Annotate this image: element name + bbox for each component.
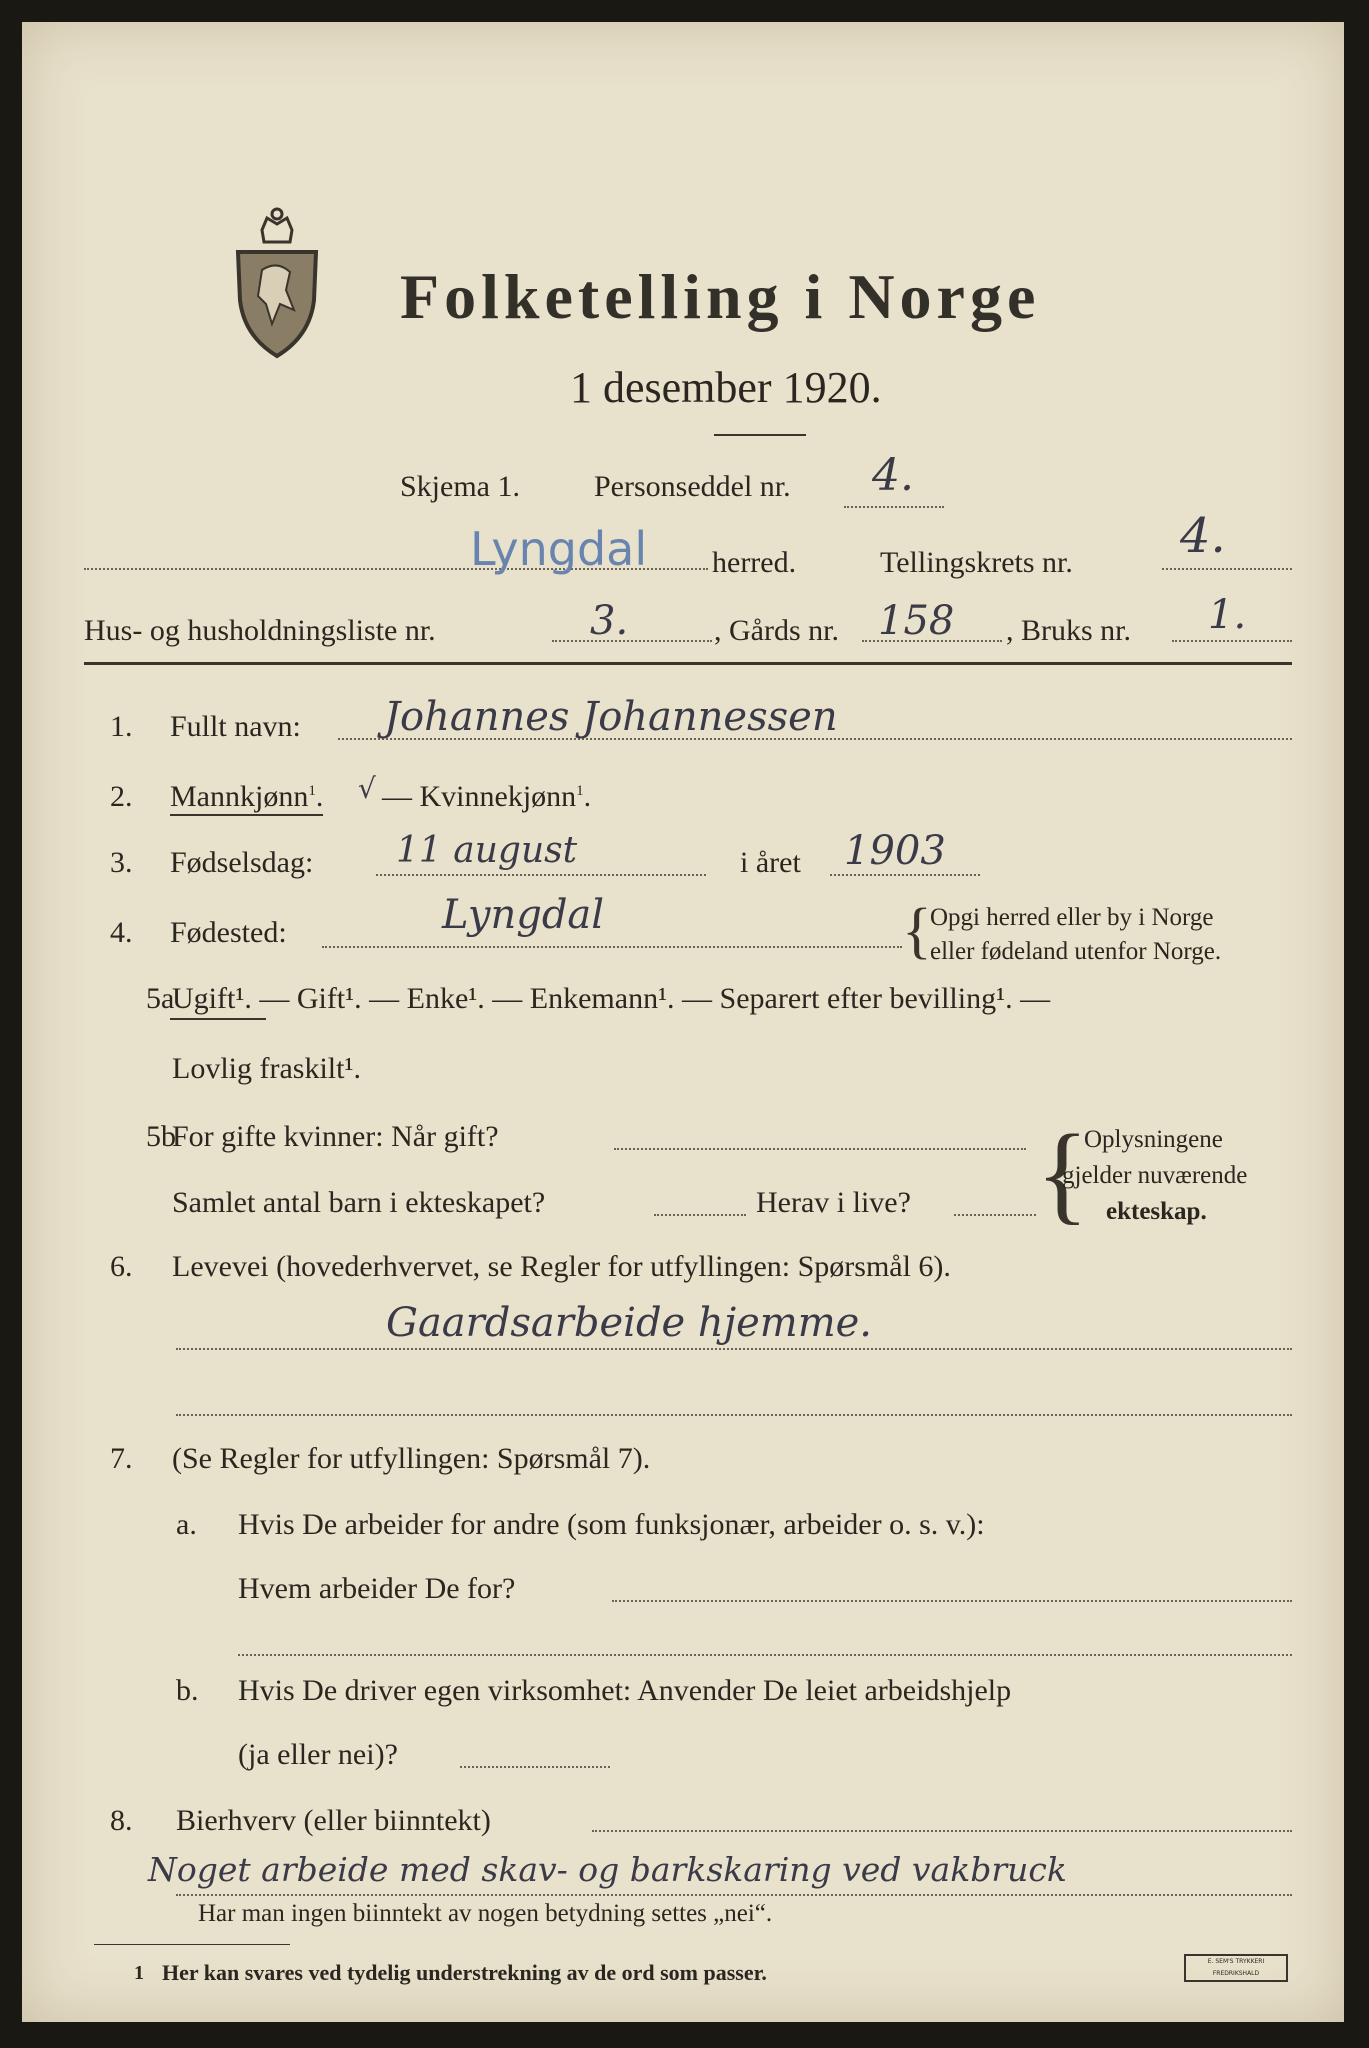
q5b-line1: For gifte kvinner: Når gift? — [172, 1120, 499, 1153]
q5b-note-line1: Oplysningene — [1084, 1126, 1223, 1153]
q8-label: Bierhverv (eller biinntekt) — [176, 1804, 491, 1837]
personseddel-value[interactable]: 4. — [872, 450, 914, 501]
q8-number: 8. — [110, 1804, 133, 1837]
q4-line — [322, 946, 902, 948]
q5a-line1: Ugift¹. — Gift¹. — Enke¹. — Enkemann¹. — Separert efter bevilling¹. — — [172, 982, 1051, 1015]
header-divider — [84, 662, 1292, 665]
husholdningsliste-label: Hus- og husholdningsliste nr. — [84, 614, 436, 647]
q1-number: 1. — [110, 710, 133, 743]
q2-label-kvinnekjonn: — Kvinnekjønn$^1$. — [382, 780, 592, 813]
q7a-question: Hvem arbeider De for? — [238, 1572, 516, 1605]
q3-number: 3. — [110, 846, 133, 879]
q5b-number: 5b — [146, 1120, 176, 1153]
q7-label: (Se Regler for utfyllingen: Spørsmål 7). — [172, 1442, 651, 1475]
q5b-barn-line — [654, 1214, 746, 1216]
q7b-line — [460, 1766, 610, 1768]
q6-label: Levevei (hovederhvervet, se Regler for utfyllingen: Spørsmål 6). — [172, 1250, 951, 1283]
tellingskrets-line — [1162, 568, 1292, 570]
q5b-note-line2: gjelder nuværende — [1062, 1162, 1248, 1189]
personseddel-line — [844, 506, 944, 508]
q7a-line-1 — [612, 1600, 1292, 1602]
q7-number: 7. — [110, 1442, 133, 1475]
footnote-number: 1 — [134, 1962, 144, 1984]
q3-year-line — [830, 874, 980, 876]
personseddel-label: Personseddel nr. — [594, 470, 791, 503]
bruks-label: , Bruks nr. — [1006, 614, 1132, 647]
q7b-letter: b. — [176, 1674, 199, 1707]
q4-number: 4. — [110, 916, 133, 949]
q3-year-value[interactable]: 1903 — [844, 828, 946, 874]
q5a-ugift-underline — [170, 1018, 266, 1020]
herred-stamp: Lyngdal — [470, 522, 648, 576]
bruks-value[interactable]: 1. — [1208, 592, 1247, 638]
q7a-letter: a. — [176, 1508, 197, 1541]
q1-label: Fullt navn: — [170, 710, 301, 743]
bruks-line — [1172, 640, 1292, 642]
q5b-note-line3: ekteskap. — [1106, 1198, 1207, 1225]
q3-year-label: i året — [740, 846, 801, 879]
census-form — [22, 22, 1344, 2022]
skjema-label: Skjema 1. — [400, 470, 520, 503]
q2-number: 2. — [110, 780, 133, 813]
q5a-number: 5a — [146, 982, 175, 1015]
q4-note-line1: Opgi herred eller by i Norge — [930, 904, 1214, 931]
title-divider — [714, 434, 806, 436]
q5b-live-line — [954, 1214, 1036, 1216]
gards-label: , Gårds nr. — [714, 614, 839, 647]
q4-brace: { — [902, 897, 932, 965]
footnote-text: Her kan svares ved tydelig understrekning av de ord som passer. — [162, 1960, 767, 1985]
q2-label-mannkjonn: Mannkjønn$^1$. — [170, 780, 323, 816]
gards-value[interactable]: 158 — [878, 598, 955, 644]
form-title: Folketelling i Norge — [400, 261, 1041, 332]
q3-day-value[interactable]: 11 august — [396, 830, 578, 871]
q8-line-2 — [176, 1894, 1292, 1896]
q5a-line2: Lovlig fraskilt¹. — [172, 1052, 361, 1085]
tellingskrets-value[interactable]: 4. — [1180, 508, 1226, 564]
q2-mannkjonn-text: Mannkjønn — [170, 780, 309, 813]
q8-line-1 — [592, 1830, 1292, 1832]
q8-note: Har man ingen biinntekt av nogen betydning settes „nei“. — [198, 1900, 773, 1927]
q5b-line2-a: Samlet antal barn i ekteskapet? — [172, 1186, 546, 1219]
footnote-divider — [94, 1944, 290, 1945]
form-date: 1 desember 1920. — [570, 363, 882, 412]
norwegian-lion-crest-icon — [232, 200, 322, 360]
printer-mark: E. SEM'S TRYKKERI FREDRIKSHALD — [1184, 1954, 1288, 1982]
q5b-nar-gift-line — [614, 1148, 1026, 1150]
q6-line-1 — [176, 1348, 1292, 1350]
q7a-text: Hvis De arbeider for andre (som funksjonær, arbeider o. s. v.): — [238, 1508, 985, 1541]
husholdningsliste-line — [552, 640, 712, 642]
q7b-text: Hvis De driver egen virksomhet: Anvender De leiet arbeidshjelp — [238, 1674, 1012, 1707]
husholdningsliste-value[interactable]: 3. — [590, 598, 629, 644]
q4-note-line2: eller fødeland utenfor Norge. — [930, 938, 1222, 965]
q7a-line-2 — [238, 1654, 1292, 1656]
q1-value[interactable]: Johannes Johannessen — [384, 694, 838, 740]
q8-value[interactable]: Noget arbeide med skav- og barkskaring ved vakbruck — [148, 1850, 1067, 1889]
q6-value[interactable]: Gaardsarbeide hjemme. — [386, 1300, 873, 1346]
q6-number: 6. — [110, 1250, 133, 1283]
q7b-question: (ja eller nei)? — [238, 1738, 398, 1771]
tellingskrets-label: Tellingskrets nr. — [880, 546, 1073, 579]
q4-label: Fødested: — [170, 916, 287, 949]
q3-day-line — [376, 874, 706, 876]
herred-label: herred. — [712, 546, 797, 579]
q2-mark[interactable]: √ — [358, 772, 376, 805]
q3-label: Fødselsdag: — [170, 846, 314, 879]
q5b-line2-b: Herav i live? — [756, 1186, 911, 1219]
q4-value[interactable]: Lyngdal — [442, 892, 605, 938]
q6-line-2 — [176, 1414, 1292, 1416]
q5b-brace: { — [1036, 1112, 1089, 1234]
